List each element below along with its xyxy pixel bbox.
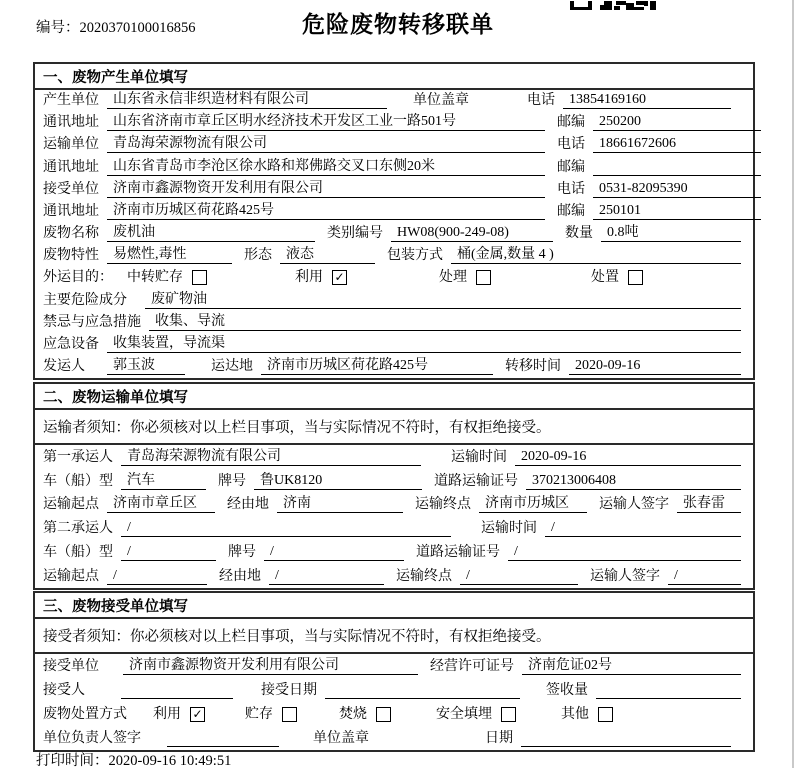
field-label: 运输时间 (481, 521, 537, 537)
form-row (35, 156, 753, 178)
field-label: 废物名称 (43, 226, 99, 242)
field-value: 济南市历城区荷花路425号 (261, 354, 493, 375)
checkbox-group (436, 703, 516, 723)
field-value: / (107, 568, 207, 585)
field-value: 易燃性,毒性 (107, 243, 232, 264)
form-row (35, 245, 753, 267)
form-row (35, 201, 753, 223)
field-value: / (121, 544, 216, 561)
form-row (35, 179, 753, 201)
field-label: 接受人 (43, 683, 85, 698)
form-section-3 (33, 591, 755, 752)
field-label: 电话 (557, 181, 585, 197)
field-label: 签收量 (546, 683, 588, 698)
field-value: 张春雷 (677, 492, 741, 513)
checkbox-label: 处置 (591, 270, 619, 286)
field-value: 济南市鑫源物资开发利用有限公司 (107, 177, 545, 198)
field-label: 类别编号 (327, 226, 383, 242)
checkbox-label: 其他 (561, 707, 589, 722)
field-value: 0.8吨 (601, 221, 741, 242)
section-title: 三、废物接受单位填写 (35, 593, 753, 619)
notice-text: 运输者须知：你必须核对以上栏目事项，当与实际情况不符时，有权拒绝接受。 (35, 410, 753, 445)
field-label: 运输单位 (43, 137, 99, 153)
checkbox-unchecked (628, 270, 643, 285)
field-label: 运输终点 (396, 568, 452, 584)
field-label: 形态 (244, 248, 272, 264)
form-row (35, 564, 753, 588)
page-title: 危险废物转移联单 (302, 11, 494, 37)
field-value (325, 682, 520, 699)
field-value: 废矿物油 (145, 288, 741, 309)
form-row (35, 516, 753, 540)
field-value: / (508, 544, 741, 561)
field-label: 邮编 (557, 115, 585, 131)
field-label: 通讯地址 (43, 159, 99, 175)
field-value: 250101 (593, 203, 761, 220)
field-value (521, 730, 731, 747)
field-value: 桶(金属,数量 4 ) (451, 243, 741, 264)
field-label: 通讯地址 (43, 203, 99, 219)
form-row (35, 469, 753, 493)
field-value: / (545, 520, 741, 537)
field-label: 运输时间 (451, 449, 507, 465)
print-time-label: 打印时间： (36, 753, 109, 769)
field-label: 运输终点 (415, 497, 471, 513)
checkbox-label: 利用 (153, 707, 181, 722)
form-row (35, 540, 753, 564)
section-title: 一、废物产生单位填写 (35, 64, 753, 90)
field-value: 2020-09-16 (515, 449, 741, 466)
checkbox-unchecked (376, 707, 391, 722)
field-value: 山东省永信非织造材料有限公司 (107, 88, 387, 109)
field-value: 济南 (277, 492, 403, 513)
field-value: 青岛海荣源物流有限公司 (121, 445, 421, 466)
page-edge-line (792, 0, 794, 768)
field-label: 禁忌与应急措施 (43, 314, 141, 330)
field-value: / (264, 544, 404, 561)
field-label: 应急设备 (43, 336, 99, 352)
field-value: 250200 (593, 114, 761, 131)
field-value: HW08(900-249-08) (391, 225, 553, 242)
field-label: 产生单位 (43, 93, 99, 109)
field-value: 废机油 (107, 221, 315, 242)
checkbox-group (295, 266, 347, 286)
field-value: 济南市鑫源物资开发利用有限公司 (123, 654, 418, 675)
field-value: 青岛海荣源物流有限公司 (107, 132, 545, 153)
field-label: 接受单位 (43, 659, 99, 674)
checkbox-label: 安全填埋 (436, 707, 492, 722)
checkbox-unchecked (192, 270, 207, 285)
checkbox-group (439, 266, 491, 286)
checkbox-group (245, 703, 297, 723)
section-title: 二、废物运输单位填写 (35, 384, 753, 410)
checkbox-label: 焚烧 (339, 707, 367, 722)
checkbox-label: 贮存 (245, 707, 273, 722)
field-label: 运输起点 (43, 497, 99, 513)
field-label: 运输人签字 (590, 568, 660, 584)
form-row (35, 702, 753, 726)
field-value (593, 159, 761, 176)
field-label: 日期 (485, 731, 513, 746)
form-row (35, 289, 753, 311)
field-label: 运输人签字 (599, 497, 669, 513)
field-value: 济南市历城区 (479, 492, 587, 513)
field-label: 经由地 (227, 497, 269, 513)
field-label: 发运人 (43, 359, 85, 375)
field-value: / (460, 568, 578, 585)
form-row (35, 267, 753, 289)
print-time-value: 2020-09-16 10:49:51 (108, 753, 232, 769)
form-row (35, 223, 753, 245)
field-value: 18661672606 (593, 136, 761, 153)
field-label: 车（船）型 (43, 545, 113, 561)
checkbox-unchecked (282, 707, 297, 722)
field-label: 运输起点 (43, 568, 99, 584)
form-row (35, 312, 753, 334)
field-value: 鲁UK8120 (254, 469, 422, 490)
field-label: 转移时间 (505, 359, 561, 375)
form-row (35, 134, 753, 156)
serial-label: 编号： (36, 20, 80, 36)
field-value: 山东省青岛市李沧区徐水路和郑佛路交叉口东侧20米 (107, 155, 545, 176)
field-label: 电话 (557, 137, 585, 153)
field-label: 经由地 (219, 568, 261, 584)
checkbox-group (339, 703, 391, 723)
serial-number: 2020370100016856 (79, 20, 196, 36)
checkbox-group (591, 266, 643, 286)
field-value: 13854169160 (563, 92, 731, 109)
form-row (35, 493, 753, 517)
field-label: 通讯地址 (43, 115, 99, 131)
field-label: 邮编 (557, 159, 585, 175)
form-section-1 (33, 62, 755, 380)
checkbox-checked: ✓ (332, 270, 347, 285)
field-label: 道路运输证号 (416, 545, 500, 561)
field-value: 收集装置，导流渠 (107, 332, 741, 353)
form-row (35, 334, 753, 356)
checkbox-checked: ✓ (190, 707, 205, 722)
field-label: 第二承运人 (43, 521, 113, 537)
field-value: / (269, 568, 384, 585)
field-value: / (668, 568, 741, 585)
field-label: 单位负责人签字 (43, 731, 141, 746)
field-label: 道路运输证号 (434, 473, 518, 489)
form-section-2 (33, 382, 755, 590)
field-value: 370213006408 (526, 473, 741, 490)
field-label: 牌号 (218, 473, 246, 489)
form-row (35, 678, 753, 702)
form-row (35, 726, 753, 750)
checkbox-label: 处理 (439, 270, 467, 286)
checkbox-group (561, 703, 613, 723)
print-time-line (36, 749, 231, 770)
field-label: 单位盖章 (313, 731, 369, 746)
field-value: 液态 (280, 243, 375, 264)
field-label: 包装方式 (387, 248, 443, 264)
checkbox-label: 利用 (295, 270, 323, 286)
notice-text: 接受者须知：你必须核对以上栏目事项，当与实际情况不符时，有权拒绝接受。 (35, 619, 753, 654)
field-label: 接受日期 (261, 683, 317, 698)
field-label: 经营许可证号 (430, 659, 514, 674)
field-label: 单位盖章 (413, 93, 469, 109)
checkbox-unchecked (501, 707, 516, 722)
checkbox-group (127, 266, 207, 286)
field-value: 济南市历城区荷花路425号 (107, 199, 545, 220)
field-value (167, 730, 279, 747)
field-value (596, 682, 741, 699)
checkbox-unchecked (476, 270, 491, 285)
field-label: 废物处置方式 (43, 707, 127, 722)
field-value: 山东省济南市章丘区明水经济技术开发区工业一路501号 (107, 110, 545, 131)
form-row (35, 445, 753, 469)
field-label: 牌号 (228, 545, 256, 561)
field-value (121, 682, 233, 699)
field-label: 接受单位 (43, 181, 99, 197)
field-value: / (121, 520, 451, 537)
checkbox-group (153, 703, 205, 723)
field-label: 电话 (527, 93, 555, 109)
field-label: 外运目的： (43, 270, 113, 286)
field-label: 运达地 (211, 359, 253, 375)
field-label: 废物特性 (43, 248, 99, 264)
field-value: 2020-09-16 (569, 358, 741, 375)
field-value: 收集、导流 (149, 310, 741, 331)
field-value: 济南市章丘区 (107, 492, 215, 513)
form-row (35, 654, 753, 678)
form-row (35, 356, 753, 378)
field-label: 车（船）型 (43, 473, 113, 489)
field-value: 汽车 (121, 469, 206, 490)
field-label: 第一承运人 (43, 449, 113, 465)
field-value: 济南危证02号 (522, 654, 741, 675)
field-label: 数量 (565, 226, 593, 242)
qr-code-fragment (570, 0, 662, 10)
checkbox-unchecked (598, 707, 613, 722)
form-row (35, 90, 753, 112)
field-label: 主要危险成分 (43, 292, 127, 308)
form-row (35, 112, 753, 134)
field-value: 0531-82095390 (593, 181, 761, 198)
field-label: 邮编 (557, 203, 585, 219)
checkbox-label: 中转贮存 (127, 270, 183, 286)
field-value: 郭玉波 (107, 354, 185, 375)
